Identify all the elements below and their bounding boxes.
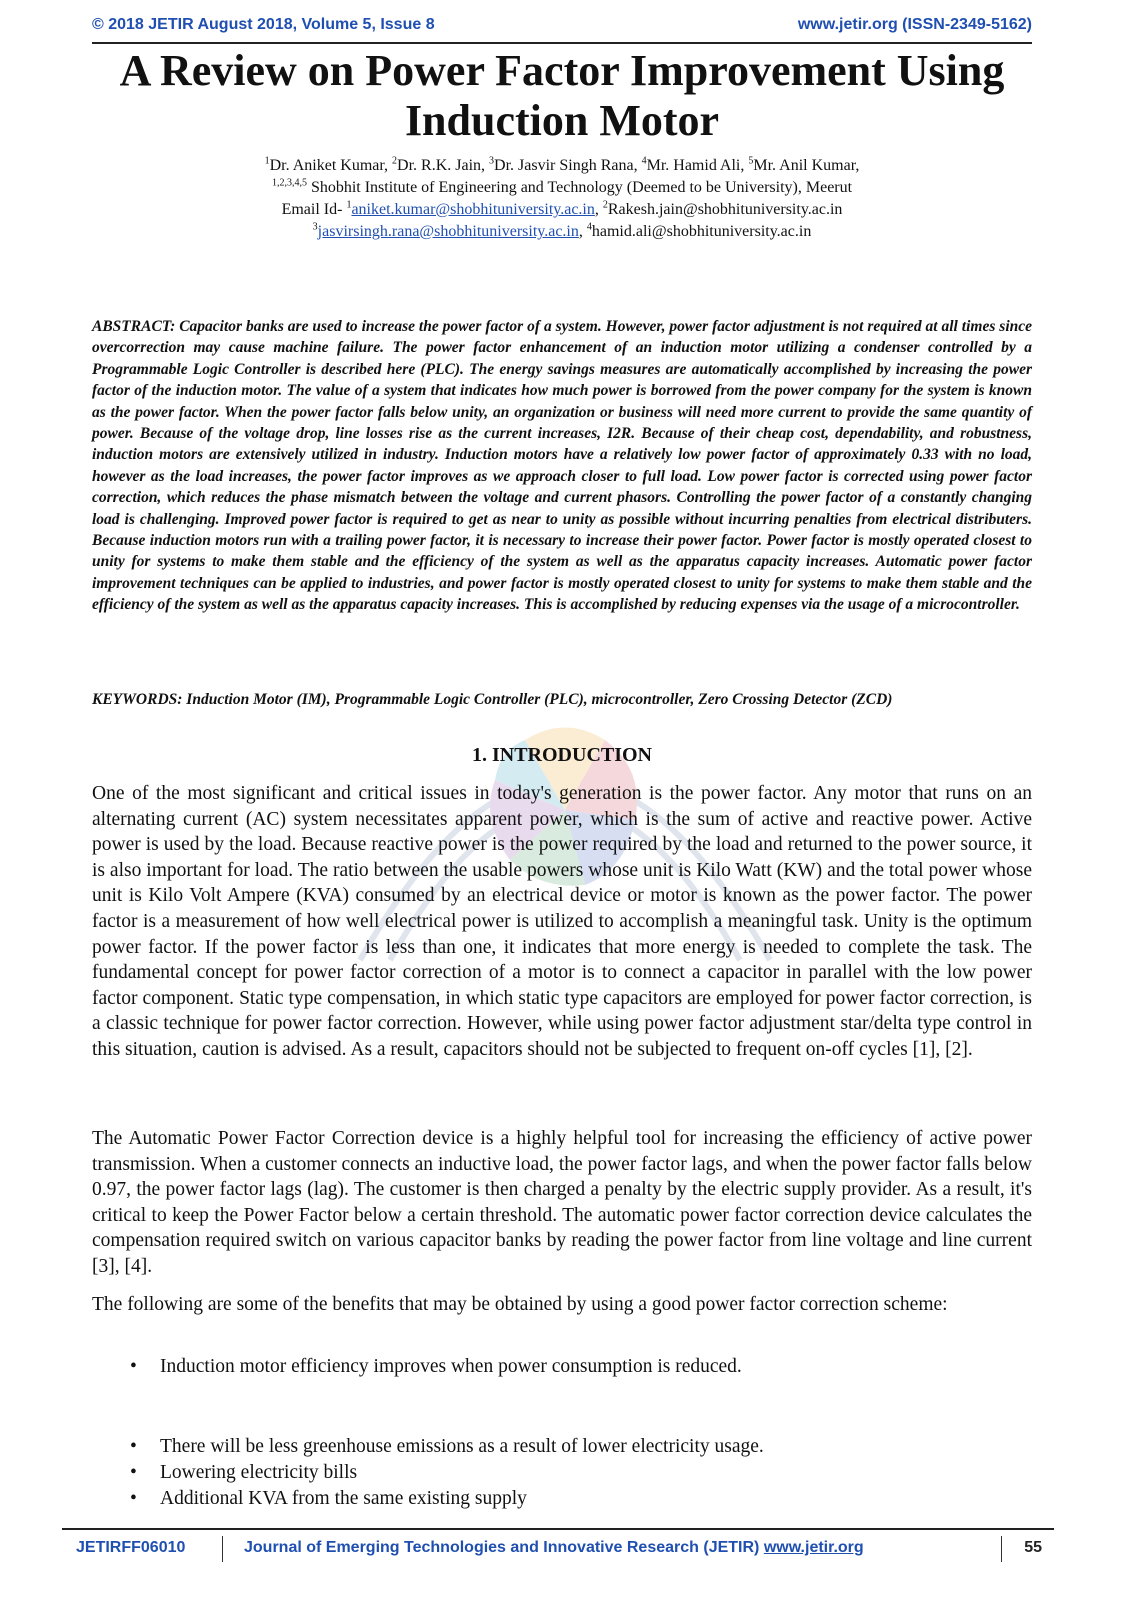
affiliation [92,177,1032,199]
affiliation-text: Shobhit Institute of Engineering and Technology (Deemed to be University), Meerut [306,179,853,196]
email-link-1[interactable]: aniket.kumar@shobhituniversity.ac.in [351,201,595,218]
affiliation-sup: 1,2,3,4,5 [271,177,307,189]
journal-name [244,1539,864,1557]
list-item: • Additional KVA from the same existing supply [130,1486,1032,1512]
author-names [92,155,1032,177]
email-separator: , [594,201,603,218]
author-name: Dr. Aniket Kumar, [269,157,393,174]
author-block [92,155,1032,243]
journal-name-text: Journal of Emerging Technologies and Innovative Research (JETIR) [244,1539,764,1556]
author-sup: 1 [264,155,270,167]
body-paragraph: The following are some of the benefits that may be obtained by using a good power factor correction scheme: [92,1294,948,1315]
body-paragraph: One of the most significant and critical issues in today's generation is the power factor. Any motor that runs on an alternating current (AC) system necessitates apparent power, which is the sum of active and reactive power. Active power is used by the load. Because reactive power is the power required by the load and returned to the power source, it is also important for load. The ratio between the usable powers whose unit is Kilo Watt (KW) and the total power whose unit is Kilo Volt Ampere (KVA) consumed by an electrical device or motor is known as the power factor. The power factor is a measurement of how well electrical power is utilized to accomplish a meaningful task. Unity is the optimum power factor. If the power factor is less than one, it indicates that more energy is needed to complete the task. The fundamental concept for power factor correction of a motor is to connect a capacitor in parallel with the low power factor component. Static type compensation, in which static type capacitors are employed for power factor correction, is a classic technique for power factor correction. However, while using power factor adjustment star/delta type control in this situation, caution is advised. As a result, capacitors should not be subjected to frequent on-off cycles [1], [2]. [92,783,1032,1060]
list-item: • There will be less greenhouse emissions as a result of lower electricity usage. [130,1434,1032,1460]
email-line-2 [92,221,1032,243]
author-name: Dr. R.K. Jain, [397,157,490,174]
abstract: ABSTRACT: Capacitor banks are used to increase the power factor of a system. However, power factor adjustment is not required at all times since overcorrection may cause machine failure. The power factor enhancement of an induction motor utilizing a condenser controlled by a Programmable Logic Controller is described here (PLC). The energy savings measures are automatically accomplished by increasing the power factor of the induction motor. The value of a system that indicates how much power is borrowed from the power company for the system is known as the power factor. When the power factor falls below unity, an organization or business will need more current to provide the same quantity of power. Because of the voltage drop, line losses rise as the current increases, I2R. Because of their cheap cost, dependability, and robustness, induction motors are extensively utilized in industry. Induction motors have a relatively low power factor of approximately 0.33 with no load, however as the load increases, the power factor improves as we approach closer to full load. Low power factor is corrected using power factor correction, which reduces the phase mismatch between the voltage and current phasors. Controlling the power factor of a constantly changing load is challenging. Improved power factor is required to get as near to unity as possible without incurring penalties from electrical distributers. Because induction motors run with a trailing power factor, it is necessary to increase their power factor. Power factor is mostly operated closest to unity for systems to make them stable and the efficiency of the system as well as the apparatus capacity increases. Automatic power factor improvement techniques can be applied to industries, and power factor is mostly operated closest to unity for systems to make them stable and the efficiency of the system as well as the apparatus capacity increases. This is accomplished by reducing expenses via the usage of a microcontroller. [92,318,1032,614]
journal-issue-info: © 2018 JETIR August 2018, Volume 5, Issue 8 [92,16,435,33]
email-prefix: Email Id- [281,201,347,218]
email-sup: 3 [312,221,318,233]
author-name: Mr. Anil Kumar, [753,157,860,174]
author-sup: 3 [489,155,495,167]
email-2: Rakesh.jain@shobhituniversity.ac.in [607,201,843,218]
list-item: • Induction motor efficiency improves when power consumption is reduced. [130,1354,1032,1380]
paper-title: A Review on Power Factor Improvement Using Induction Motor [119,46,1005,145]
page-number: 55 [1024,1539,1042,1556]
section-heading: 1. INTRODUCTION [471,744,653,766]
email-sup: 2 [602,199,608,211]
body-paragraph: The Automatic Power Factor Correction device is a highly helpful tool for increasing the efficiency of active power transmission. When a customer connects an inductive load, the power factor lags, and when the power factor falls below 0.97, the power factor lags (lag). The customer is then charged a penalty by the electric supply provider. As a result, it's critical to keep the Power Factor below a certain threshold. The automatic power factor correction device calculates the compensation required switch on various capacitor banks by reading the power factor from line voltage and line current [3], [4]. [92,1128,1032,1277]
email-4: hamid.ali@shobhituniversity.ac.in [591,223,812,240]
footer-divider [222,1536,223,1562]
author-name: Mr. Hamid Ali, [646,157,749,174]
email-line-1 [92,199,1032,221]
author-sup: 5 [748,155,754,167]
email-link-3[interactable]: jasvirsingh.rana@shobhituniversity.ac.in [317,223,579,240]
footer-divider [1001,1536,1002,1562]
author-name: Dr. Jasvir Singh Rana, [494,157,642,174]
journal-website-issn: www.jetir.org (ISSN-2349-5162) [797,16,1032,33]
author-sup: 2 [392,155,398,167]
email-sup: 4 [586,221,592,233]
email-separator: , [578,223,587,240]
running-header [92,14,1032,44]
paper-code: JETIRFF06010 [76,1539,186,1556]
running-footer [62,1528,1054,1570]
keywords: KEYWORDS: Induction Motor (IM), Programmable Logic Controller (PLC), microcontroller, Zero Crossing Detector (ZCD) [92,691,893,708]
list-item: • Lowering electricity bills [130,1460,1032,1486]
footer-website-link[interactable]: www.jetir.org [763,1539,864,1556]
author-sup: 4 [641,155,647,167]
email-sup: 1 [346,199,352,211]
benefits-list [130,1354,1032,1512]
